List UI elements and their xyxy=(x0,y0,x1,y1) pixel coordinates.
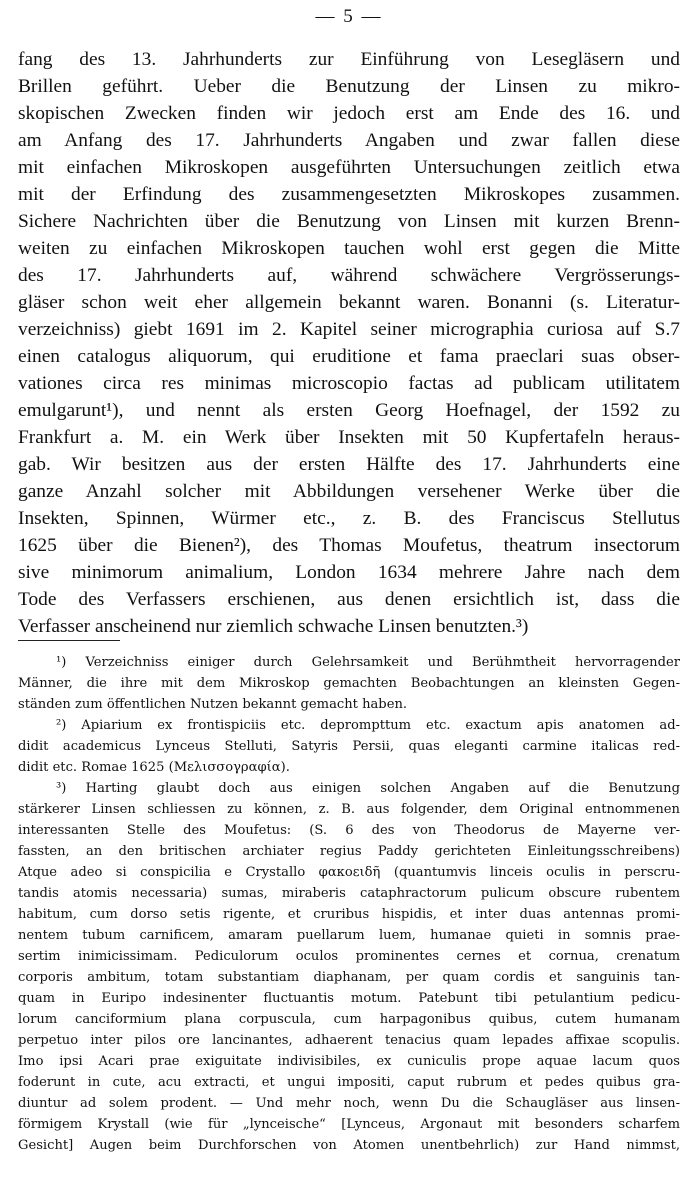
body-line: Sichere Nachrichten über die Benutzung von Linsen mit kurzen Brenn- xyxy=(18,211,680,232)
footnote-line: ²) Apiarium ex frontispiciis etc. deprompttum etc. exactum apis anatomen ad- xyxy=(56,718,680,733)
body-line: gläser schon weit eher allgemein bekannt waren. Bonanni (s. Literatur- xyxy=(18,292,680,313)
body-line: ganze Anzahl solcher mit Abbildungen versehener Werke über die xyxy=(18,481,680,502)
body-line: gab. Wir besitzen aus der ersten Hälfte des 17. Jahrhunderts eine xyxy=(18,454,680,475)
body-line: weiten zu einfachen Mikroskopen tauchen wohl erst gegen die Mitte xyxy=(18,238,680,259)
body-line: mit der Erfindung des zusammengesetzten Mikroskopes zusammen. xyxy=(18,184,680,205)
footnote-line: tandis atomis necessaria) sumas, miraberis cataphractorum pulicum obscure rubentem xyxy=(18,886,680,901)
body-line: Insekten, Spinnen, Würmer etc., z. B. des Franciscus Stellutus xyxy=(18,508,680,529)
body-line: einen catalogus aliquorum, qui eruditione et fama praeclari suas obser- xyxy=(18,346,680,367)
footnote-line: ¹) Verzeichniss einiger durch Gelehrsamkeit und Berühmtheit hervorragender xyxy=(56,655,680,670)
footnote-line: interessanten Stelle des Moufetus: (S. 6 des von Theodorus de Mayerne ver- xyxy=(18,823,680,838)
footnote-line: lorum canciformium plana corpuscula, cum harpagonibus quibus, cutem humanam xyxy=(18,1012,680,1027)
body-line: vationes circa res minimas microscopio factas ad publicam utilitatem xyxy=(18,373,680,394)
footnote-line: ständen zum öffentlichen Nutzen bekannt gemacht haben. xyxy=(18,697,408,712)
body-line: Tode des Verfassers erschienen, aus denen ersichtlich ist, dass die xyxy=(18,589,680,610)
body-line: Verfasser anscheinend nur ziemlich schwache Linsen benutzten.³) xyxy=(18,616,529,637)
body-line: fang des 13. Jahrhunderts zur Einführung von Lesegläsern und xyxy=(18,49,680,70)
body-line: mit einfachen Mikroskopen ausgeführten Untersuchungen zeitlich etwa xyxy=(18,157,680,178)
body-line: Frankfurt a. M. ein Werk über Insekten mit 50 Kupfertafeln heraus- xyxy=(18,427,680,448)
footnote-line: didit academicus Lynceus Stelluti, Satyris Persii, quas eleganti carmine italicas red- xyxy=(18,739,680,754)
footnote-line: habitum, cum dorso setis rigente, et cruribus hispidis, et inter duas antennas promi- xyxy=(18,907,680,922)
body-line: verzeichniss) giebt 1691 im 2. Kapitel seiner micrographia curiosa auf S.7 xyxy=(18,319,680,340)
footnote-line: perpetuo inter pilos ore lancinantes, adhaerent tenacius quam lepades affixae scopulis. xyxy=(18,1033,680,1048)
footnote-line: Atque adeo si conspicilia e Crystallo φακοειδῆ (quantumvis linceis oculis in perscru- xyxy=(18,865,680,880)
footnote-line: ³) Harting glaubt doch aus einigen solchen Angaben auf die Benutzung xyxy=(56,781,680,796)
body-line: emulgarunt¹), und nennt als ersten Georg Hoefnagel, der 1592 zu xyxy=(18,400,680,421)
footnote-line: diuntur ad solem prodent. — Und mehr noch, wenn Du die Schaugläser aus linsen- xyxy=(18,1096,680,1111)
body-line: am Anfang des 17. Jahrhunderts Angaben und zwar fallen diese xyxy=(18,130,680,151)
footnote-line: corporis ambitum, totam substantiam diaphanam, per quam cordis et sanguinis tan- xyxy=(18,970,680,985)
footnote-line: stärkerer Linsen schliessen zu können, z. B. aus folgender, dem Original entnommenen xyxy=(18,802,680,817)
page-number: — 5 — xyxy=(315,6,383,27)
footnote-line: Gesicht] Augen beim Durchforschen von Atomen unentbehrlich) zur Hand nimmst, xyxy=(18,1138,680,1153)
footnote-line: förmigem Krystall (wie für „lynceische“ [Lynceus, Argonaut mit besonders scharfem xyxy=(18,1117,680,1132)
body-line: 1625 über die Bienen²), des Thomas Moufetus, theatrum insectorum xyxy=(18,535,680,556)
footnote-divider xyxy=(18,640,120,641)
footnote-line: Männer, die ihre mit dem Mikroskop gemachten Beobachtungen an kleinsten Gegen- xyxy=(18,676,680,691)
body-line: skopischen Zwecken finden wir jedoch erst am Ende des 16. und xyxy=(18,103,680,124)
body-line: sive minimorum animalium, London 1634 mehrere Jahre nach dem xyxy=(18,562,680,583)
footnote-line: Imo ipsi Acari prae exiguitate indivisibiles, ex cuniculis prope aquae lacum quos xyxy=(18,1054,680,1069)
footnote-line: didit etc. Romae 1625 (Μελισσογραφία). xyxy=(18,760,290,775)
footnote-line: quam in Euripo indesinenter fluctuantis motum. Patebunt tibi petulantium pedicu- xyxy=(18,991,680,1006)
body-line: des 17. Jahrhunderts auf, während schwächere Vergrösserungs- xyxy=(18,265,680,286)
footnote-line: nentem tubum carnificem, amaram puellarum luem, humanae quieti in somnis prae- xyxy=(18,928,680,943)
body-line: Brillen geführt. Ueber die Benutzung der Linsen zu mikro- xyxy=(18,76,680,97)
footnote-line: foderunt in cute, acu extracti, et ungui impositi, caput rubrum et pedes quibus gra- xyxy=(18,1075,680,1090)
footnote-line: sertim inimicissimam. Pediculorum oculos prominentes cernes et cornua, crenatum xyxy=(18,949,680,964)
footnote-line: fassten, an den britischen archiater regius Paddy gerichteten Einleitungsschreibens) xyxy=(18,844,680,859)
